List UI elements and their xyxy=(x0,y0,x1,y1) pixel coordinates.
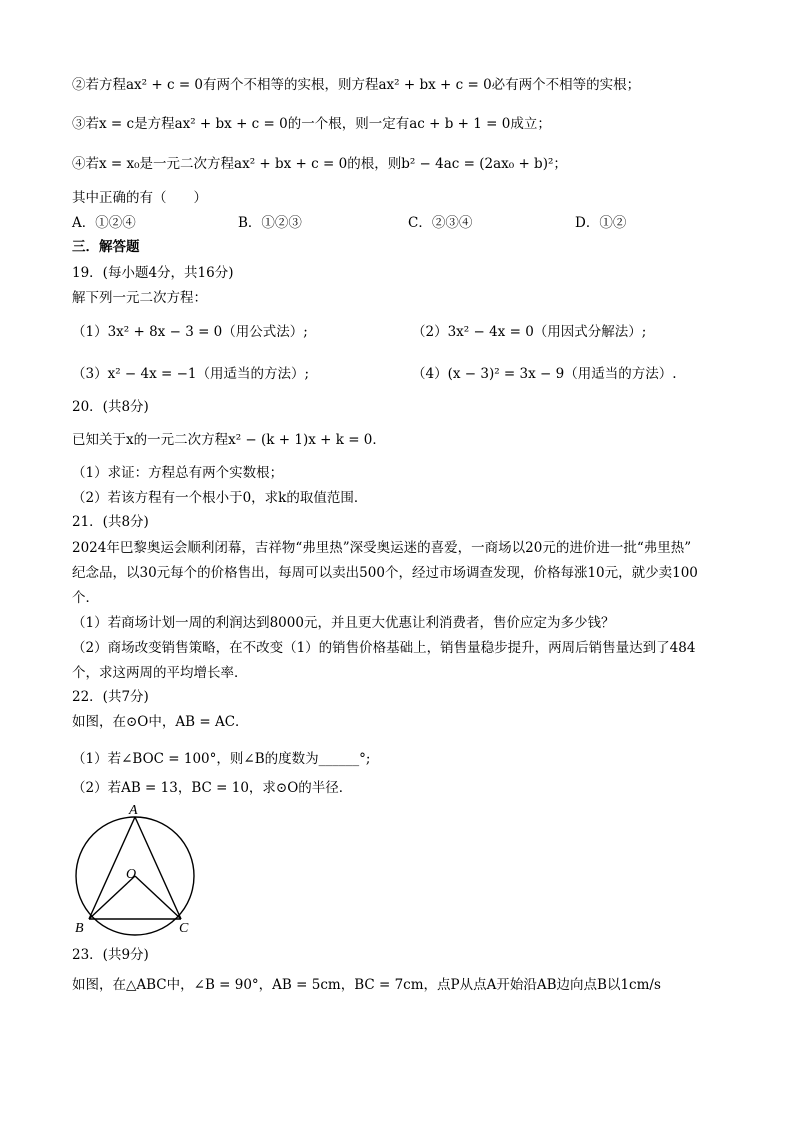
q21-para-3: 个． xyxy=(72,590,99,606)
q20-header: 20．(共8分) xyxy=(72,399,149,415)
circle-triangle-figure xyxy=(72,802,202,940)
q21-part-2b: 个，求这两周的平均增长率． xyxy=(72,665,248,681)
q20-intro: 已知关于x的一元二次方程x² − (k + 1)x + k = 0． xyxy=(72,432,386,448)
q21-para-2: 纪念品，以30元每个的价格售出，每周可以卖出500个，经过市场调查发现，价格每涨10元，就少卖100 xyxy=(72,565,698,581)
q19-part-1: （1）3x² + 8x − 3 = 0（用公式法）; xyxy=(72,324,308,340)
q23-header: 23．(共9分) xyxy=(72,947,149,963)
choice-d[interactable]: D．①② xyxy=(575,215,627,231)
segment-ob xyxy=(89,876,135,919)
q19-part-3: （3）x² − 4x = −1（用适当的方法）; xyxy=(72,366,310,382)
statement-2: ②若方程ax² + c = 0有两个不相等的实根，则方程ax² + bx + c = 0必有两个不相等的实根； xyxy=(72,77,641,93)
q21-part-2a: （2）商场改变销售策略，在不改变（1）的销售价格基础上，销售量稳步提升，两周后销售量达到了484 xyxy=(72,640,696,656)
segment-oc xyxy=(135,876,181,919)
label-o: O xyxy=(126,867,137,882)
q21-header: 21．(共8分) xyxy=(72,514,149,530)
q22-intro: 如图，在⊙O中，AB = AC． xyxy=(72,714,249,730)
q19-row-1 xyxy=(72,323,722,341)
statement-3: ③若x = c是方程ax² + bx + c = 0的一个根，则一定有ac + b + 1 = 0成立； xyxy=(72,116,551,132)
statement-4: ④若x = x₀是一元二次方程ax² + bx + c = 0的根，则b² − 4ac = (2ax₀ + b)²； xyxy=(72,156,567,172)
q21-para-1: 2024年巴黎奥运会顺利闭幕，吉祥物“弗里热”深受奥运迷的喜爱，一商场以20元的进价进一批“弗里热” xyxy=(72,540,692,556)
q19-header: 19．(每小题4分，共16分) xyxy=(72,265,234,281)
q19-part-2: （2）3x² − 4x = 0（用因式分解法）; xyxy=(412,324,647,340)
q19-part-4: （4）(x − 3)² = 3x − 9（用适当的方法）. xyxy=(412,366,677,382)
q19-intro: 解下列一元二次方程： xyxy=(72,290,207,306)
choice-b[interactable]: B．①②③ xyxy=(238,215,302,231)
q20-part-1: （1）求证：方程总有两个实数根； xyxy=(72,465,284,481)
q22-part-1: （1）若∠BOC = 100°，则∠B的度数为______°; xyxy=(72,751,371,767)
q23-intro: 如图，在△ABC中，∠B = 90°，AB = 5cm，BC = 7cm，点P从点A开始沿AB边向点B以1cm/s xyxy=(72,977,661,993)
q22-header: 22．(共7分) xyxy=(72,689,149,705)
q22-part-2: （2）若AB = 13，BC = 10，求⊙O的半径． xyxy=(72,780,353,796)
label-b: B xyxy=(75,921,84,936)
label-c: C xyxy=(179,921,189,936)
question-prompt: 其中正确的有（ ） xyxy=(72,190,207,206)
choice-a[interactable]: A．①②④ xyxy=(72,215,136,231)
q20-part-2: （2）若该方程有一个根小于0，求k的取值范围． xyxy=(72,490,368,506)
label-a: A xyxy=(129,803,138,818)
section-heading: 三．解答题 xyxy=(72,239,140,255)
q21-part-1: （1）若商场计划一周的利润达到8000元，并且更大优惠让利消费者，售价应定为多少钱？ xyxy=(72,615,615,631)
choices-row xyxy=(72,214,722,232)
choice-c[interactable]: C．②③④ xyxy=(408,215,473,231)
q19-row-2 xyxy=(72,365,722,383)
